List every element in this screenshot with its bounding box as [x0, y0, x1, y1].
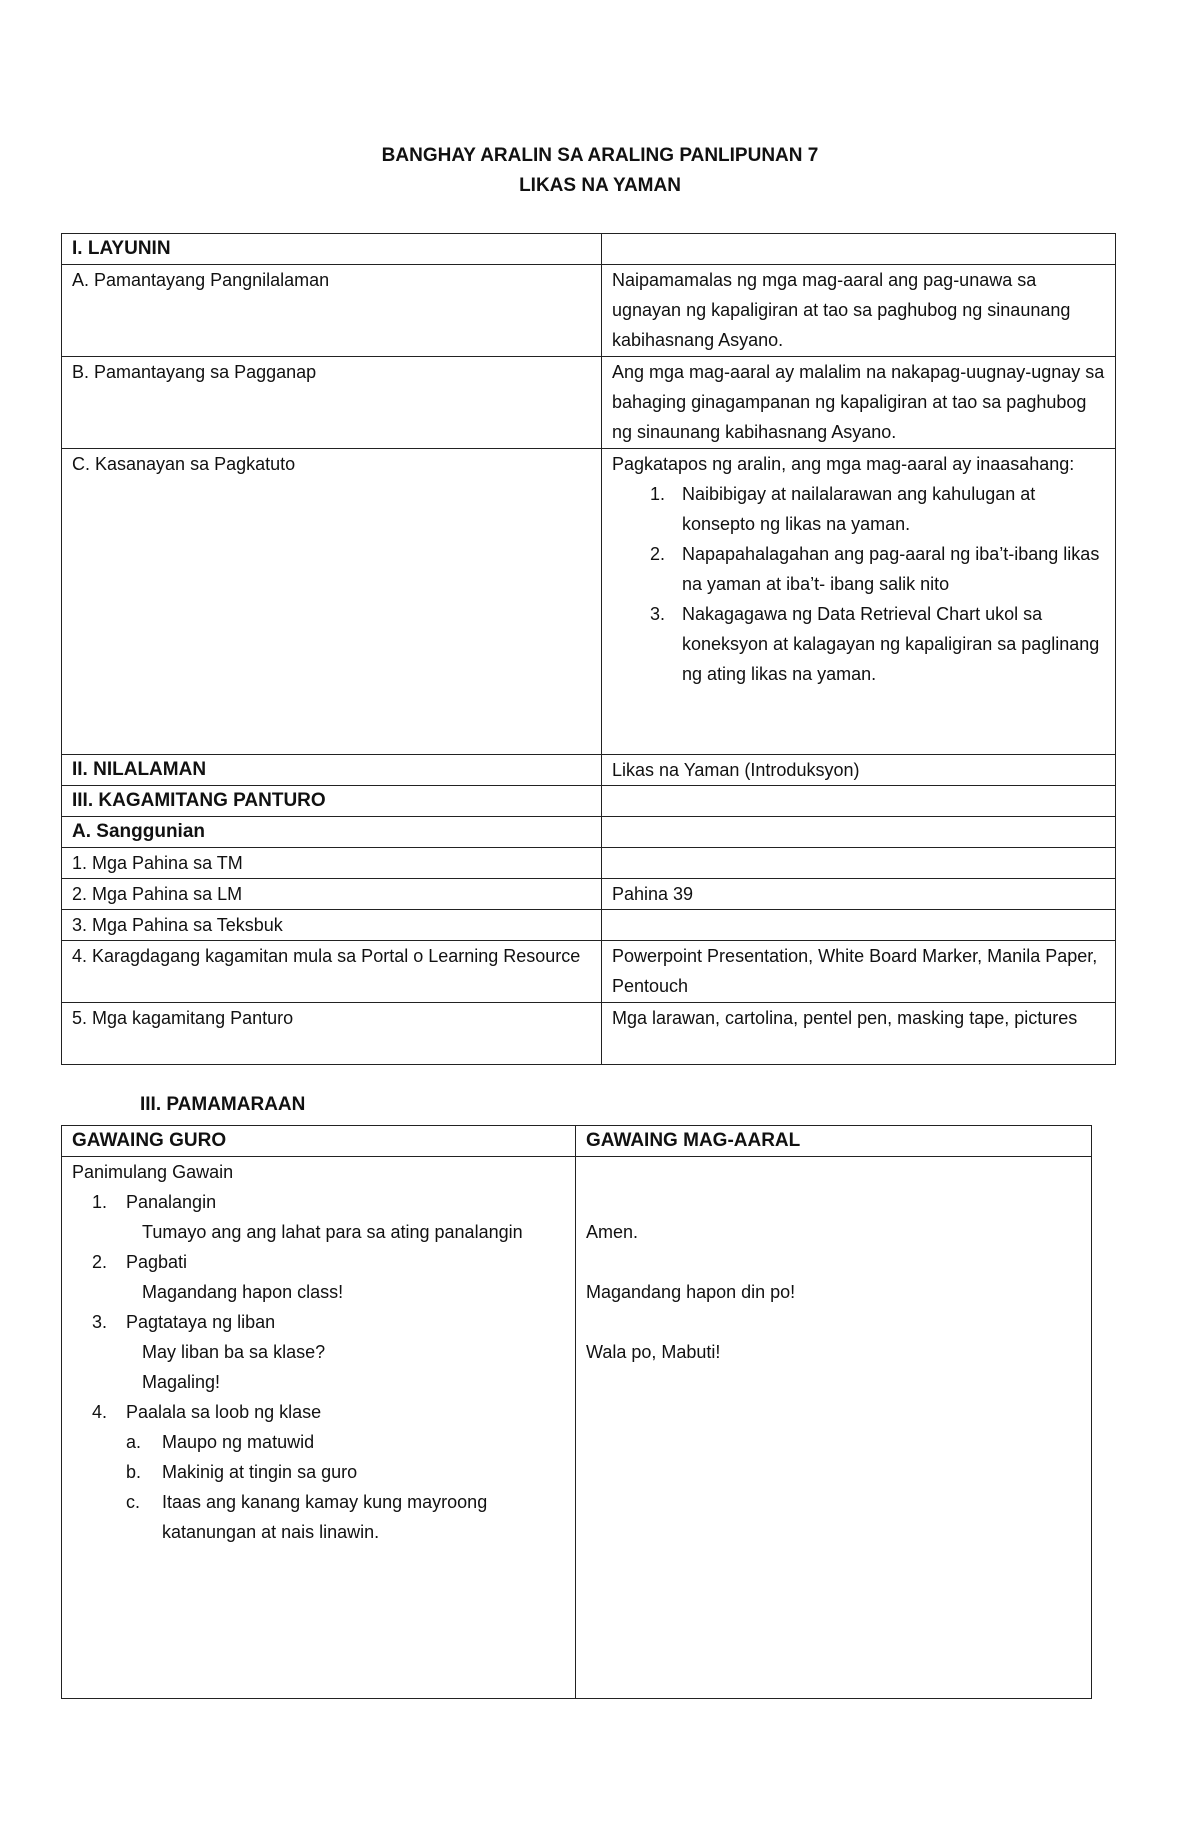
layunin-header: I. LAYUNIN: [62, 234, 602, 265]
pagganap-label: B. Pamantayang sa Pagganap: [62, 357, 602, 449]
panimulang-gawain: Panimulang Gawain: [72, 1162, 234, 1182]
pangnilalaman-label: A. Pamantayang Pangnilalaman: [62, 265, 602, 357]
kasanayan-value: [602, 449, 1116, 755]
objective-item: 3. Nakagagawa ng Data Retrieval Chart ukol sa koneksyon at kalagayan ng kapaligiran sa paglinang ng ating likas na yaman.: [650, 604, 1100, 684]
student-response: Amen.: [586, 1222, 639, 1242]
objective-item: 2. Napapahalagahan ang pag-aaral ng iba’t-ibang likas na yaman at iba’t- ibang salik nito: [650, 544, 1100, 594]
pagganap-value: Ang mga mag-aaral ay malalim na nakapag-uugnay-ugnay sa bahaging ginagampanan ng kapaligiran at tao sa paghubog ng sinaunang kabihasnang Asyano.: [602, 357, 1116, 449]
portal-label: 4. Karagdagang kagamitan mula sa Portal o Learning Resource: [62, 941, 602, 1003]
student-response: Magandang hapon din po!: [586, 1282, 796, 1302]
col-gawaing-magaaral: GAWAING MAG-AARAL: [576, 1126, 1092, 1157]
kagamitan-label: III. KAGAMITANG PANTURO: [62, 786, 602, 817]
step-line: Magaling!: [142, 1372, 221, 1392]
step-item: 1. Panalangin: [92, 1192, 217, 1212]
procedure-table: [61, 1125, 1092, 1699]
tm-label: 1. Mga Pahina sa TM: [62, 848, 602, 879]
student-response: Wala po, Mabuti!: [586, 1342, 721, 1362]
nilalaman-value: Likas na Yaman (Introduksyon): [602, 755, 1116, 786]
col-gawaing-guro: GAWAING GURO: [62, 1126, 576, 1157]
step-line: May liban ba sa klase?: [142, 1342, 326, 1362]
pangnilalaman-value: Naipamamalas ng mga mag-aaral ang pag-unawa sa ugnayan ng kapaligiran at tao sa paghubog ng sinaunang kabihasnang Asyano.: [602, 265, 1116, 357]
kasanayan-intro: Pagkatapos ng aralin, ang mga mag-aaral ay inaasahang:: [612, 454, 1075, 474]
step-item: 2. Pagbati: [92, 1252, 188, 1272]
portal-value: Powerpoint Presentation, White Board Marker, Manila Paper, Pentouch: [602, 941, 1116, 1003]
lm-label: 2. Mga Pahina sa LM: [62, 879, 602, 910]
teacher-activities: [62, 1157, 576, 1699]
document-title: BANGHAY ARALIN SA ARALING PANLIPUNAN 7: [381, 145, 819, 166]
teksbuk-label: 3. Mga Pahina sa Teksbuk: [62, 910, 602, 941]
reminder-item: b. Makinig at tingin sa guro: [126, 1462, 358, 1482]
sanggunian-label: A. Sanggunian: [62, 817, 602, 848]
kasanayan-label: C. Kasanayan sa Pagkatuto: [62, 449, 602, 755]
lm-value: Pahina 39: [602, 879, 1116, 910]
step-line: Magandang hapon class!: [142, 1282, 344, 1302]
step-line: Tumayo ang ang lahat para sa ating panalangin: [142, 1222, 523, 1242]
objective-item: 1. Naibibigay at nailalarawan ang kahulugan at konsepto ng likas na yaman.: [650, 484, 1036, 534]
step-item: 4. Paalala sa loob ng klase: [92, 1402, 322, 1422]
panturo-label: 5. Mga kagamitang Panturo: [62, 1003, 602, 1065]
student-activities: [576, 1157, 1092, 1699]
step-item: 3. Pagtataya ng liban: [92, 1312, 276, 1332]
reminder-item: c. Itaas ang kanang kamay kung mayroong katanungan at nais linawin.: [126, 1492, 488, 1542]
lesson-plan-table: [61, 233, 1116, 1065]
document-subtitle: LIKAS NA YAMAN: [519, 175, 681, 196]
reminder-item: a. Maupo ng matuwid: [126, 1432, 315, 1452]
panturo-value: Mga larawan, cartolina, pentel pen, masking tape, pictures: [602, 1003, 1116, 1065]
nilalaman-label: II. NILALAMAN: [62, 755, 602, 786]
pamamaraan-heading: III. PAMAMARAAN: [140, 1094, 306, 1115]
